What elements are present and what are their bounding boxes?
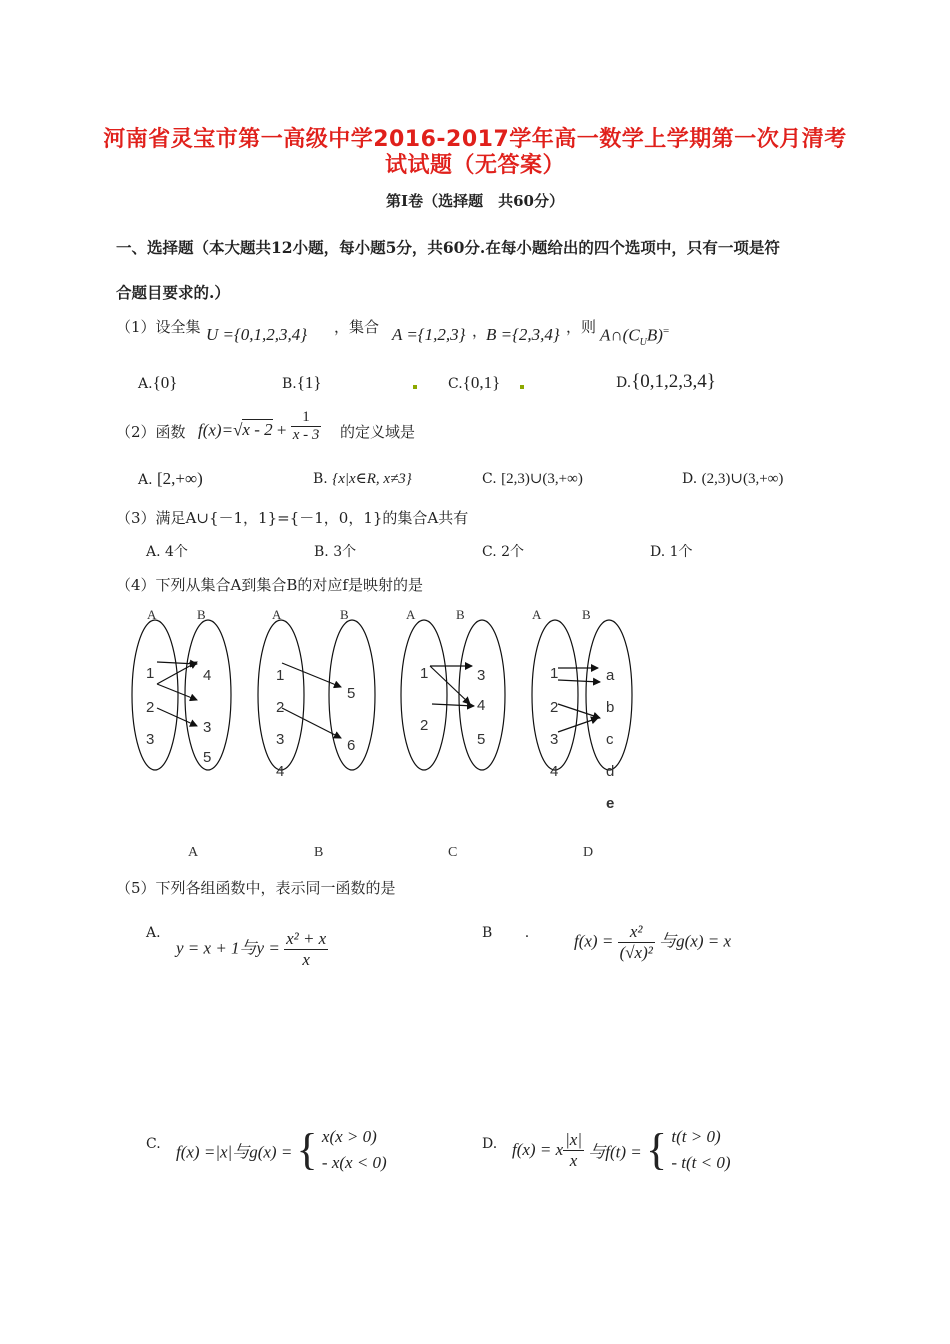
q5-option-a[interactable] [176,929,328,970]
diagram-a-left-1: 1 [146,665,155,682]
diagram-d-arrow [558,680,600,682]
q5-a-lhs: y = x + 1与y = [176,938,280,958]
q5-option-d-label[interactable]: D. [482,1136,498,1152]
q2-plus: + [276,420,287,440]
q5-d-fraction [563,1130,584,1171]
q4-text: （4）下列从集合A到集合B的对应f是映射的是 [116,576,423,594]
q1-option-a[interactable] [138,373,177,393]
q5-d-brace: { [646,1125,668,1174]
q5-option-b-label[interactable] [482,925,529,941]
section-heading-line2: 合题目要求的.） [116,283,230,302]
q3-option-a-label: A. [146,544,161,560]
q1-option-c[interactable] [448,373,500,393]
q3-option-a-value: 4个 [165,544,188,560]
diagram-b-right-5: 5 [347,685,356,702]
q2-option-c[interactable] [482,469,583,488]
question-1 [116,316,201,337]
q2-option-c-label: C. [482,471,497,487]
q1-text-b: ，集合 [334,318,380,336]
q5-c-cases [322,1124,387,1176]
q5-d-lhs2: 与f(t) = [588,1142,642,1162]
q5-d-den: x [569,1150,578,1170]
q1-option-b[interactable] [282,373,322,393]
q1-option-d-value: {0,1,2,3,4} [631,371,716,392]
diagram-a-left-3: 3 [146,731,155,748]
volume-heading: 第Ⅰ卷（选择题 共60分） [386,192,564,210]
q1-option-b-value: {1} [296,373,322,392]
q2-option-a-label: A. [138,472,153,488]
diagram-b-right-6: 6 [347,737,356,754]
q2-fx: f(x)= [198,420,234,440]
q2-option-b-value: {x|x∈R, x≠3} [332,471,412,487]
q1-option-d-label: D. [616,375,632,391]
q2-text-b: 的定义域是 [340,423,416,441]
diagram-b-left-2: 2 [276,699,285,716]
diagram-d-right-e: e [606,795,615,812]
q5-c-brace: { [296,1125,318,1174]
q5-d-num: |x| [565,1129,583,1149]
q5-d-cases [671,1124,730,1176]
q5-b-lhs: f(x) = [574,931,614,951]
diagram-a-set-a-ellipse [132,620,178,770]
q5-c-case1: x(x > 0) [321,1127,377,1146]
q2-option-b-label: B. [313,471,328,487]
q2-option-c-value: [2,3)∪(3,+∞) [501,471,583,487]
diagram-d-left-4: 4 [550,763,559,780]
diagram-d-arrow [558,718,598,732]
q3-option-c-label: C. [482,544,497,560]
diagram-b-arrow [282,708,341,738]
section-heading-line1: 一、选择题（本大题共12小题，每小题5分，共60分.在每小题给出的四个选项中，只有一项是符 [116,238,780,257]
q1-set-a: A ={1,2,3} [392,325,466,344]
diagram-b-set-b: B [340,607,349,622]
q2-option-b[interactable] [313,469,412,488]
stray-dot [413,385,417,389]
q1-number: （1） [116,318,156,336]
diagram-c-set-a-ellipse [401,620,447,770]
diagram-c-right-5: 5 [477,731,486,748]
q1-text-c: ，则 [566,318,597,336]
diagram-d-left-3: 3 [550,731,559,748]
diagram-d-set-b: B [582,607,591,622]
q2-option-d-label: D. [682,471,698,487]
q5-c-lhs: f(x) =|x|与g(x) = [176,1142,293,1162]
diagram-d-arrow [558,704,600,718]
diagram-b-left-3: 3 [276,731,285,748]
diagram-c-right-4: 4 [477,697,486,714]
q2-sqrt: x - 2 [242,420,273,440]
q2-option-d[interactable] [682,469,783,488]
doc-title-line1: 河南省灵宝市第一高级中学2016-2017学年高一数学上学期第一次月清考 [103,127,847,152]
diagram-a-right-5: 5 [203,749,212,766]
q1-expr: A∩(C [600,325,640,345]
q5-d-lhs1: f(x) = x [512,1140,564,1159]
stray-dot [520,385,524,389]
diagram-c-set-b: B [456,607,465,622]
q5-d-case1: t(t > 0) [671,1127,721,1146]
q1-text-a: 设全集 [155,318,201,336]
q2-frac-den: x - 3 [292,427,320,443]
diagram-c-label[interactable]: C [448,845,458,860]
diagram-a-arrow [157,662,197,684]
diagram-b-set-a: A [272,607,282,622]
diagram-a-right-4: 4 [203,667,212,684]
q2-option-d-value: (2,3)∪(3,+∞) [701,471,784,487]
diagram-d-label[interactable]: D [583,845,594,860]
q3-option-b-label: B. [314,544,329,560]
diagram-c-arrow [432,704,474,706]
diagram-d-left-1: 1 [550,665,559,682]
diagram-b-left-1: 1 [276,667,285,684]
diagram-a-arrow [157,684,197,700]
q2-number: （2） [116,423,156,441]
q1-option-b-label: B. [282,376,297,392]
q3-option-d-label: D. [650,544,666,560]
q5-b-dot: . [524,925,530,941]
q3-option-b-value: 3个 [333,544,357,560]
diagram-c-left-2: 2 [420,717,429,734]
q2-option-a[interactable] [138,469,203,489]
diagram-d-right-d: d [606,763,615,780]
diagram-a-right-3: 3 [203,719,212,736]
diagram-a-arrow [157,662,197,664]
q1-expr-end: B) [646,325,663,345]
doc-title-line2: 试试题（无答案） [384,153,565,178]
q1-option-c-label: C. [448,376,463,392]
q5-option-a-label[interactable]: A. [146,925,161,941]
q3-text: （3）满足A∪{－1，1}={－1，0，1}的集合A共有 [116,509,469,527]
q5-a-num: x² + x [286,929,327,948]
q5-b-fraction [618,922,655,963]
q1-expr-sub: U [639,337,647,349]
q2-text-a: 函数 [155,423,186,441]
q2-option-a-value: [2,+∞) [157,469,203,488]
diagram-c-arrow [430,666,470,704]
q5-option-d[interactable] [512,1124,731,1176]
diagram-c-right-3: 3 [477,667,486,684]
q1-set-b: B ={2,3,4} [486,325,560,344]
diagram-a-label[interactable]: A [188,845,199,860]
diagram-a-set-b-ellipse [185,620,231,770]
q1-option-c-value: {0,1} [462,373,501,392]
q1-option-d[interactable] [616,371,716,393]
diagram-a-set-a: A [147,607,157,622]
mapping-diagrams [0,600,950,860]
diagram-b-left-4: 4 [276,763,285,780]
q3-option-b[interactable] [314,541,356,561]
q5-a-fraction [284,929,328,970]
diagram-b-label[interactable]: B [314,845,324,860]
q1-option-a-value: {0} [152,373,178,392]
q2-frac-num: 1 [291,409,322,427]
q5-b-num: x² [618,922,655,943]
q3-option-d[interactable] [650,541,693,561]
diagram-c-set-a: A [406,607,416,622]
diagram-a-set-b: B [197,607,206,622]
diagram-d-right-c: c [606,731,614,748]
q1-option-a-label: A. [138,376,153,392]
q5-c-case2: - x(x < 0) [321,1153,387,1172]
q5-b-label: B [482,925,493,941]
q1-eq: = [662,325,670,337]
diagram-d-right-b: b [606,699,615,716]
q5-option-b[interactable] [574,922,731,963]
q3-option-c[interactable] [482,541,524,561]
diagram-d-left-2: 2 [550,699,559,716]
q1-expression [600,325,669,348]
q3-option-d-value: 1个 [669,544,693,560]
diagram-d-set-a: A [532,607,542,622]
q5-option-c[interactable] [176,1124,387,1176]
q5-d-case2: - t(t < 0) [671,1153,731,1172]
diagram-b-arrow [282,663,341,687]
q1-comma: ， [472,322,488,340]
q2-intro [116,421,186,442]
q5-text: （5）下列各组函数中，表示同一函数的是 [116,879,396,897]
q2-fraction [291,409,322,444]
diagram-d-right-a: a [606,667,615,684]
diagram-c-left-1: 1 [420,665,429,682]
diagram-a-left-2: 2 [146,699,155,716]
q2-function: f(x)=√x - 2 + $\frac{1}{x - 3}$ [198,409,320,443]
q5-b-den: (√x)² [619,943,653,962]
q3-option-c-value: 2个 [501,544,525,560]
q1-set-u: U ={0,1,2,3,4} [206,325,308,344]
q5-b-rhs: 与g(x) = x [659,931,731,951]
q3-option-a[interactable] [146,541,188,561]
q5-option-c-label[interactable]: C. [146,1136,161,1152]
q5-a-den: x [302,950,310,969]
